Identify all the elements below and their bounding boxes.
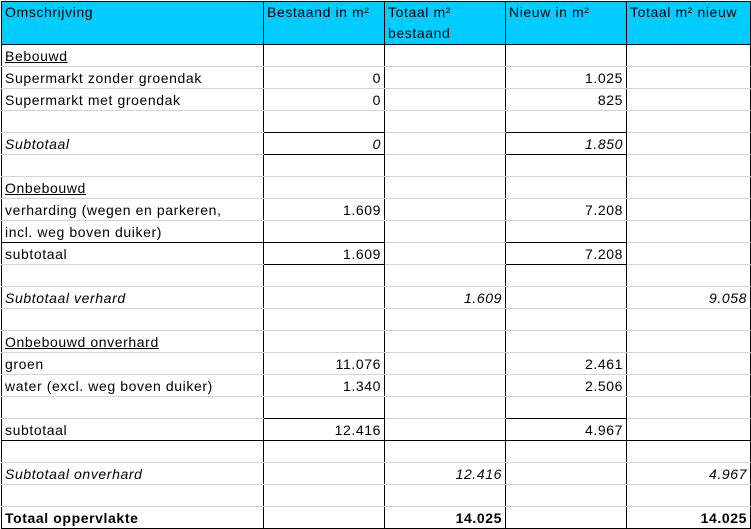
header-row xyxy=(2,2,751,45)
subtotal-onverhard-row: Subtotaal onverhard 12.416 4.967 xyxy=(2,463,751,485)
empty-row xyxy=(2,309,751,331)
section-title-onbebouwd: Onbebouwd xyxy=(5,180,86,196)
table-row: water (excl. weg boven duiker) 1.340 2.506 xyxy=(2,375,751,397)
section-title-onverhard: Onbebouwd onverhard xyxy=(5,334,159,350)
table-row: Supermarkt met groendak 0 825 xyxy=(2,89,751,111)
empty-row xyxy=(2,155,751,177)
table-row-continued: incl. weg boven duiker) xyxy=(2,221,751,243)
empty-row xyxy=(2,441,751,463)
total-bestaand: 14.025 xyxy=(385,507,506,529)
subtotal-row-bebouwd: Subtotaal 0 1.850 xyxy=(2,133,751,155)
total-label: Totaal oppervlakte xyxy=(2,507,264,529)
surface-area-table xyxy=(1,1,751,529)
total-row xyxy=(2,507,751,529)
header-omschrijving: Omschrijving xyxy=(2,2,264,45)
total-nieuw: 14.025 xyxy=(627,507,751,529)
subtotal-row-onbebouwd: subtotaal 1.609 7.208 xyxy=(2,243,751,265)
header-nieuw: Nieuw in m² xyxy=(506,2,627,45)
table-row: groen 11.076 2.461 xyxy=(2,353,751,375)
section-row-onverhard xyxy=(2,331,751,353)
header-totaal-bestaand: Totaal m² bestaand xyxy=(385,2,506,45)
section-title-bebouwd: Bebouwd xyxy=(5,48,68,64)
table-row: Supermarkt zonder groendak 0 1.025 xyxy=(2,67,751,89)
section-row-onbebouwd xyxy=(2,177,751,199)
empty-row xyxy=(2,111,751,133)
subtotal-verhard-row: Subtotaal verhard 1.609 9.058 xyxy=(2,287,751,309)
empty-row xyxy=(2,485,751,507)
header-totaal-nieuw: Totaal m² nieuw xyxy=(627,2,751,45)
table-row: verharding (wegen en parkeren, 1.609 7.208 xyxy=(2,199,751,221)
subtotal-row-onverhard: subtotaal 12.416 4.967 xyxy=(2,419,751,441)
header-bestaand: Bestaand in m² xyxy=(264,2,385,45)
empty-row xyxy=(2,265,751,287)
empty-row xyxy=(2,397,751,419)
section-row-bebouwd xyxy=(2,45,751,67)
